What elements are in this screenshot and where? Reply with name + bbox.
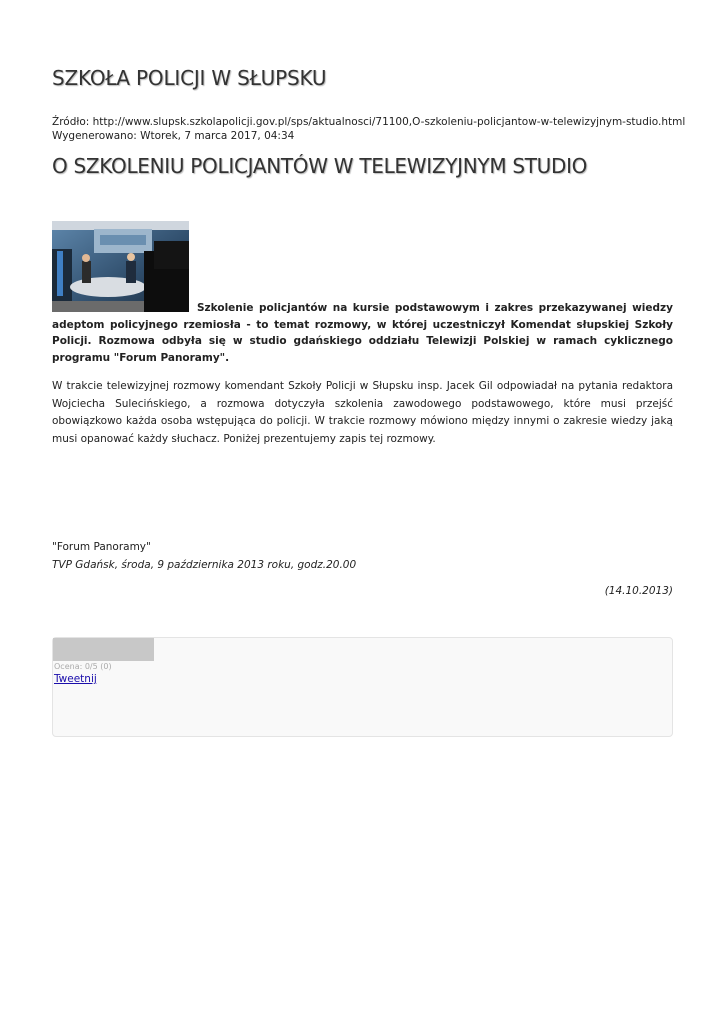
program-info	[52, 538, 356, 574]
site-title: SZKOŁA POLICJI W SŁUPSKU	[52, 66, 327, 90]
generated-line: Wygenerowano: Wtorek, 7 marca 2017, 04:34	[52, 130, 295, 142]
program-name: "Forum Panoramy"	[52, 541, 151, 553]
article-title: O SZKOLENIU POLICJANTÓW W TELEWIZYJNYM STUDIO	[52, 154, 588, 178]
article-lead	[52, 300, 673, 366]
tv-studio-image	[52, 221, 189, 312]
lead-text: Szkolenie policjantów na kursie podstawowym i zakres przekazywanej wiedzy adeptom policyjnego rzemiosła - to temat rozmowy, w której uczestniczył Komendat słupskiej Szkoły Policji. Rozmowa odbyła się w studio gdańskiego oddziału Telewizji Polskiej w ramach cyklicznego programu "Forum Panoramy".	[52, 302, 673, 364]
broadcast-info: TVP Gdańsk, środa, 9 października 2013 roku, godz.20.00	[52, 559, 357, 571]
article-thumbnail	[52, 221, 189, 312]
source-line: Źródło: http://www.slupsk.szkolapolicji.gov.pl/sps/aktualnosci/71100,O-szkoleniu-policjantow-w-telewizyjnym-studio.html	[52, 116, 686, 128]
rating-label: Ocena: 0/5 (0)	[54, 662, 112, 671]
article-body: W trakcie telewizyjnej rozmowy komendant Szkoły Policji w Słupsku insp. Jacek Gil odpowiadał na pytania redaktora Wojciecha Sulecińskiego, a rozmowa dotyczyła szkolenia zawodowego podstawowego, które musi przejść obowiązkowo każda osoba wstępująca do policji. W trakcie rozmowy mówiono między innymi o zakresie wiedzy jaką musi opanować każdy słuchacz. Poniżej prezentujemy zapis tej rozmowy.	[52, 380, 673, 445]
tweet-link[interactable]: Tweetnij	[54, 673, 97, 685]
rating-box	[52, 637, 673, 737]
rating-stars[interactable]	[53, 638, 154, 661]
document-meta	[52, 115, 685, 143]
article-date: (14.10.2013)	[604, 585, 673, 597]
